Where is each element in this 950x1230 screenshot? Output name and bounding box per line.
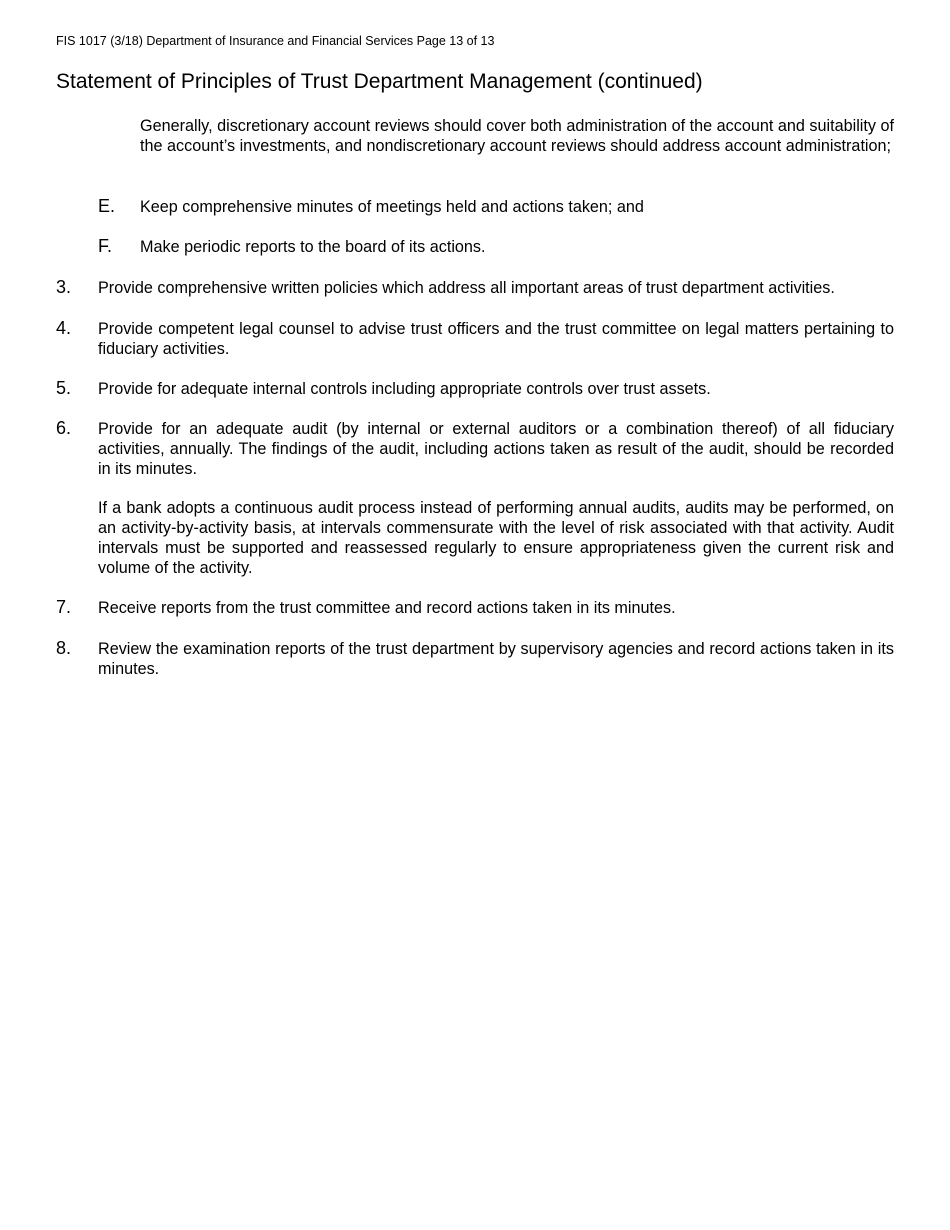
list-item-3: Provide comprehensive written policies which address all important areas of trust department activities. [98, 279, 835, 297]
list-item-6-continuation: If a bank adopts a continuous audit process instead of performing annual audits, audits may be performed, on an activity-by-activity basis, at intervals commensurate with the level of risk associated with that activity. Audit intervals must be supported and reassessed regularly to ensure appropriateness given the current risk and volume of the activity. [98, 499, 894, 577]
list-item-4: Provide competent legal counsel to advise trust officers and the trust committee on legal matters pertaining to fiduciary activities. [98, 320, 894, 358]
list-item-7: Receive reports from the trust committee and record actions taken in its minutes. [98, 599, 676, 617]
list-marker-3: 3. [56, 277, 72, 297]
continuation-paragraph: Generally, discretionary account reviews should cover both administration of the account and suitability of the account’s investments, and nondiscretionary account reviews should address account administration; [140, 117, 894, 155]
list-item-f: Make periodic reports to the board of its actions. [140, 238, 486, 256]
list-marker-f: F. [98, 236, 113, 256]
list-marker-4: 4. [56, 318, 72, 338]
page-title: Statement of Principles of Trust Department Management (continued) [56, 70, 703, 93]
list-marker-e: E. [98, 196, 116, 216]
page-header: FIS 1017 (3/18) Department of Insurance and Financial Services Page 13 of 13 [56, 34, 495, 48]
list-item-5: Provide for adequate internal controls including appropriate controls over trust assets. [98, 380, 711, 398]
list-marker-6: 6. [56, 418, 72, 438]
list-item-6: Provide for an adequate audit (by internal or external auditors or a combination thereof) of all fiduciary activities, annually. The findings of the audit, including actions taken as result of the audit, should be recorded in its minutes. [98, 420, 894, 478]
list-marker-5: 5. [56, 378, 72, 398]
list-marker-8: 8. [56, 638, 72, 658]
list-item-e: Keep comprehensive minutes of meetings held and actions taken; and [140, 198, 644, 216]
list-item-8: Review the examination reports of the trust department by supervisory agencies and record actions taken in its minutes. [98, 640, 894, 678]
list-marker-7: 7. [56, 597, 72, 617]
